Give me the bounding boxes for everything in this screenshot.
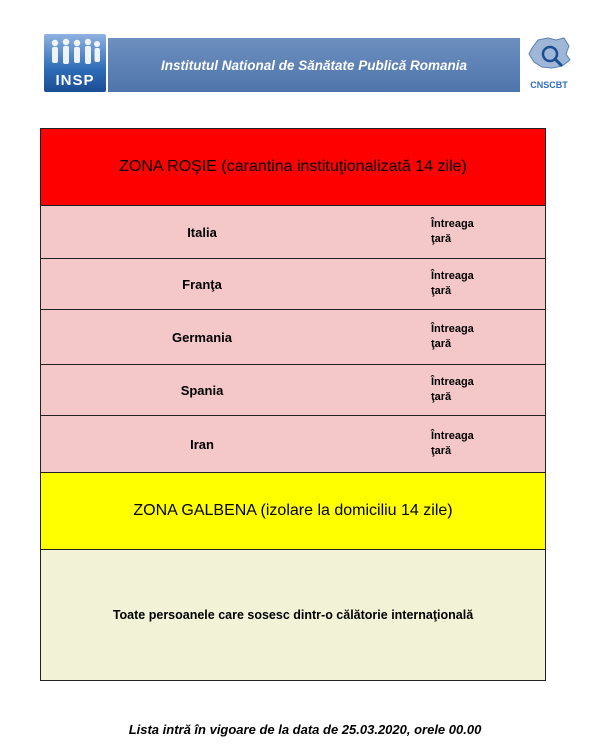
scope-line1: Întreaga bbox=[431, 376, 474, 388]
country-name: Franţa bbox=[182, 276, 222, 292]
scope-line1: Întreaga bbox=[431, 323, 474, 335]
scope-line2: ţară bbox=[431, 391, 452, 403]
red-zone-title: ZONA ROŞIE (carantina instituţionalizată 14 zile) bbox=[41, 129, 545, 206]
country-row-italia bbox=[41, 206, 545, 259]
scope-line2: ţară bbox=[431, 233, 452, 245]
institute-banner bbox=[108, 38, 520, 92]
insp-logo-text: INSP bbox=[55, 72, 95, 89]
country-row-germania bbox=[41, 310, 545, 365]
romania-map-icon bbox=[526, 34, 572, 74]
scope-line2: ţară bbox=[431, 338, 452, 350]
country-scope bbox=[431, 322, 474, 352]
scope-line2: ţară bbox=[431, 445, 452, 457]
yellow-zone-description: Toate persoanele care sosesc dintr-o călătorie internaţională bbox=[41, 550, 545, 680]
yellow-zone-title: ZONA GALBENA (izolare la domiciliu 14 zile) bbox=[41, 473, 545, 550]
cnscbt-logo bbox=[522, 34, 576, 94]
country-row-franta bbox=[41, 259, 545, 310]
country-name: Spania bbox=[180, 382, 224, 398]
validity-note: Lista intră în vigoare de la data de 25.03.2020, orele 00.00 bbox=[128, 722, 482, 737]
country-name: Iran bbox=[190, 436, 214, 452]
banner-title: Institutul National de Sănătate Publică Romania bbox=[160, 57, 468, 73]
scope-line2: ţară bbox=[431, 285, 452, 297]
country-scope bbox=[431, 375, 474, 405]
insp-logo bbox=[44, 34, 106, 92]
scope-line1: Întreaga bbox=[431, 430, 474, 442]
country-scope bbox=[431, 269, 474, 299]
people-icon bbox=[48, 38, 102, 66]
zones-table bbox=[40, 128, 546, 681]
scope-line1: Întreaga bbox=[431, 218, 474, 230]
country-scope bbox=[431, 217, 474, 247]
country-scope bbox=[431, 429, 474, 459]
country-name: Germania bbox=[172, 329, 232, 345]
header bbox=[44, 34, 574, 94]
country-row-spania bbox=[41, 365, 545, 416]
country-row-iran bbox=[41, 416, 545, 473]
scope-line1: Întreaga bbox=[431, 270, 474, 282]
cnscbt-logo-text: CNSCBT bbox=[530, 80, 568, 90]
country-name: Italia bbox=[187, 224, 217, 240]
